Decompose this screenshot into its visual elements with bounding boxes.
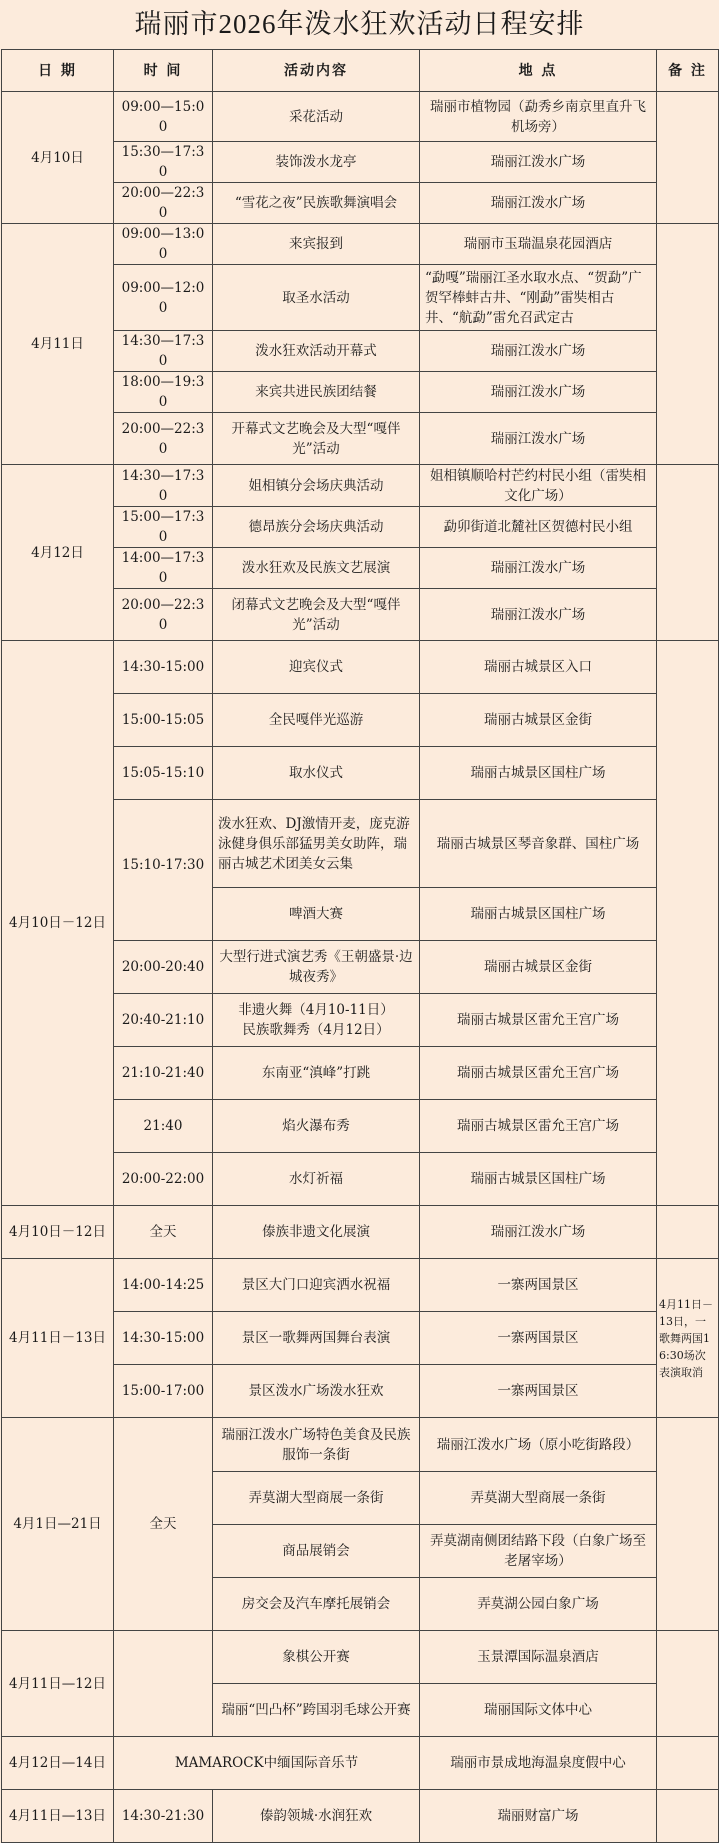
table-row xyxy=(2,641,719,694)
table-row xyxy=(2,1259,719,1312)
location-cell: 瑞丽江泼水广场 xyxy=(420,331,657,372)
time-cell: 09:00—12:00 xyxy=(114,265,213,331)
header-location: 地 点 xyxy=(420,50,657,92)
date-cell: 4月10日－12日 xyxy=(2,1206,114,1259)
date-cell: 4月12日 xyxy=(2,465,114,641)
date-cell: 4月10日－12日 xyxy=(2,641,114,1206)
time-cell: 09:00—15:00 xyxy=(114,92,213,142)
table-row xyxy=(2,1631,719,1684)
time-cell: 14:30-15:00 xyxy=(114,1312,213,1365)
location-cell: 一寨两国景区 xyxy=(420,1365,657,1418)
content-cell: 瑞丽“凹凸杯”跨国羽毛球公开赛 xyxy=(213,1684,420,1737)
time-cell: 14:00—17:30 xyxy=(114,548,213,589)
content-cell: 象棋公开赛 xyxy=(213,1631,420,1684)
time-cell: 20:00—22:30 xyxy=(114,589,213,641)
table-row xyxy=(2,1206,719,1259)
time-cell: 14:00-14:25 xyxy=(114,1259,213,1312)
location-cell: 瑞丽国际文体中心 xyxy=(420,1684,657,1737)
time-cell: 18:00—19:30 xyxy=(114,372,213,413)
header-date: 日 期 xyxy=(2,50,114,92)
note-cell xyxy=(657,1790,719,1843)
content-cell: 商品展销会 xyxy=(213,1525,420,1578)
time-cell: 14:30-15:00 xyxy=(114,641,213,694)
date-cell: 4月11日—13日 xyxy=(2,1790,114,1843)
content-cell: 傣韵领城·水润狂欢 xyxy=(213,1790,420,1843)
time-cell: 15:00-15:05 xyxy=(114,694,213,747)
location-cell: 一寨两国景区 xyxy=(420,1259,657,1312)
header-row xyxy=(2,50,719,92)
location-cell: 玉景潭国际温泉酒店 xyxy=(420,1631,657,1684)
content-cell: 景区一歌舞两国舞台表演 xyxy=(213,1312,420,1365)
content-cell: 来宾共进民族团结餐 xyxy=(213,372,420,413)
location-cell: 瑞丽江泼水广场 xyxy=(420,372,657,413)
content-cell: 弄莫湖大型商展一条街 xyxy=(213,1472,420,1525)
location-cell: 瑞丽古城景区国柱广场 xyxy=(420,747,657,800)
date-cell: 4月11日 xyxy=(2,224,114,465)
content-cell: 取水仪式 xyxy=(213,747,420,800)
content-cell: 水灯祈福 xyxy=(213,1153,420,1206)
table-row xyxy=(2,224,719,265)
location-cell: 瑞丽江泼水广场 xyxy=(420,589,657,641)
note-cell: 4月11日－13日，一歌舞两国16:30场次表演取消 xyxy=(657,1259,719,1418)
content-cell: 啤酒大赛 xyxy=(213,888,420,941)
schedule-table xyxy=(1,49,719,1843)
content-cell: MAMAROCK中缅国际音乐节 xyxy=(114,1737,420,1790)
time-cell: 20:00-22:00 xyxy=(114,1153,213,1206)
location-cell: 一寨两国景区 xyxy=(420,1312,657,1365)
content-cell: 开幕式文艺晚会及大型“嘎伴光”活动 xyxy=(213,413,420,465)
content-cell: 傣族非遗文化展演 xyxy=(213,1206,420,1259)
note-cell xyxy=(657,1418,719,1631)
content-cell: 闭幕式文艺晚会及大型“嘎伴光”活动 xyxy=(213,589,420,641)
location-cell: 瑞丽古城景区金街 xyxy=(420,941,657,994)
time-cell: 15:00—17:30 xyxy=(114,507,213,548)
content-cell: 迎宾仪式 xyxy=(213,641,420,694)
time-cell: 全天 xyxy=(114,1418,213,1631)
time-cell: 15:00-17:00 xyxy=(114,1365,213,1418)
location-cell: 弄莫湖大型商展一条街 xyxy=(420,1472,657,1525)
header-time: 时 间 xyxy=(114,50,213,92)
date-cell: 4月10日 xyxy=(2,92,114,224)
content-cell: 大型行进式演艺秀《王朝盛景·边城夜秀》 xyxy=(213,941,420,994)
note-cell xyxy=(657,1631,719,1737)
content-cell: 取圣水活动 xyxy=(213,265,420,331)
location-cell: 瑞丽江泼水广场 xyxy=(420,183,657,224)
location-cell: 瑞丽古城景区入口 xyxy=(420,641,657,694)
content-cell: 焰火瀑布秀 xyxy=(213,1100,420,1153)
note-cell xyxy=(657,1737,719,1790)
location-cell: 瑞丽财富广场 xyxy=(420,1790,657,1843)
table-row xyxy=(2,465,719,507)
location-cell: 瑞丽古城景区国柱广场 xyxy=(420,1153,657,1206)
header-note: 备 注 xyxy=(657,50,719,92)
location-cell: 瑞丽江泼水广场 xyxy=(420,413,657,465)
content-cell: 德昂族分会场庆典活动 xyxy=(213,507,420,548)
time-cell: 15:05-15:10 xyxy=(114,747,213,800)
note-cell xyxy=(657,641,719,1206)
content-cell: 泼水狂欢活动开幕式 xyxy=(213,331,420,372)
content-line: 非遗火舞（4月10-11日） xyxy=(238,1002,394,1018)
location-cell: 瑞丽古城景区雷允王宫广场 xyxy=(420,994,657,1047)
content-cell: 全民嘎伴光巡游 xyxy=(213,694,420,747)
content-cell: 瑞丽江泼水广场特色美食及民族服饰一条街 xyxy=(213,1418,420,1472)
location-cell: 瑞丽江泼水广场 xyxy=(420,142,657,183)
content-cell: 来宾报到 xyxy=(213,224,420,265)
content-cell: 泼水狂欢及民族文艺展演 xyxy=(213,548,420,589)
date-cell: 4月12日—14日 xyxy=(2,1737,114,1790)
time-cell xyxy=(114,1631,213,1737)
location-cell: “勐嘎”瑞丽江圣水取水点、“贺勐”广贺罕棒蚌古井、“刚勐”雷奘相古井、“航勐”雷允召武定古 xyxy=(420,265,657,331)
time-cell: 09:00—13:00 xyxy=(114,224,213,265)
time-cell: 21:40 xyxy=(114,1100,213,1153)
date-cell: 4月11日—12日 xyxy=(2,1631,114,1737)
note-cell xyxy=(657,92,719,224)
note-cell xyxy=(657,224,719,465)
time-cell: 14:30—17:30 xyxy=(114,465,213,507)
table-row xyxy=(2,92,719,142)
location-cell: 瑞丽古城景区金街 xyxy=(420,694,657,747)
content-cell: 东南亚“滇峰”打跳 xyxy=(213,1047,420,1100)
time-cell: 全天 xyxy=(114,1206,213,1259)
location-cell: 瑞丽古城景区琴音象群、国柱广场 xyxy=(420,800,657,888)
location-cell: 瑞丽市景成地海温泉度假中心 xyxy=(420,1737,657,1790)
location-cell: 瑞丽江泼水广场 xyxy=(420,548,657,589)
content-cell: 姐相镇分会场庆典活动 xyxy=(213,465,420,507)
location-cell: 弄莫湖南侧团结路下段（白象广场至老屠宰场） xyxy=(420,1525,657,1578)
location-cell: 瑞丽市植物园（勐秀乡南京里直升飞机场旁） xyxy=(420,92,657,142)
table-row xyxy=(2,1790,719,1843)
time-cell: 20:00—22:30 xyxy=(114,413,213,465)
content-line: 民族歌舞秀（4月12日） xyxy=(242,1022,390,1038)
note-cell xyxy=(657,465,719,641)
page-title: 瑞丽市2026年泼水狂欢活动日程安排 xyxy=(134,9,585,39)
content-cell: 装饰泼水龙亭 xyxy=(213,142,420,183)
time-cell: 15:30—17:30 xyxy=(114,142,213,183)
location-cell: 瑞丽江泼水广场 xyxy=(420,1206,657,1259)
table-row xyxy=(2,1737,719,1790)
content-cell: 景区泼水广场泼水狂欢 xyxy=(213,1365,420,1418)
location-cell: 瑞丽古城景区雷允王宫广场 xyxy=(420,1100,657,1153)
table-row xyxy=(2,1418,719,1472)
time-cell: 15:10-17:30 xyxy=(114,800,213,941)
time-cell: 20:00-20:40 xyxy=(114,941,213,994)
date-cell: 4月1日—21日 xyxy=(2,1418,114,1631)
time-cell: 14:30—17:30 xyxy=(114,331,213,372)
time-cell: 14:30-21:30 xyxy=(114,1790,213,1843)
date-cell: 4月11日－13日 xyxy=(2,1259,114,1418)
content-cell: 房交会及汽车摩托展销会 xyxy=(213,1578,420,1631)
content-cell: 采花活动 xyxy=(213,92,420,142)
location-cell: 瑞丽古城景区国柱广场 xyxy=(420,888,657,941)
time-cell: 20:40-21:10 xyxy=(114,994,213,1047)
time-cell: 21:10-21:40 xyxy=(114,1047,213,1100)
location-cell: 勐卯街道北麓社区贺德村民小组 xyxy=(420,507,657,548)
location-cell: 瑞丽古城景区雷允王宫广场 xyxy=(420,1047,657,1100)
time-cell: 20:00—22:30 xyxy=(114,183,213,224)
content-cell xyxy=(213,994,420,1047)
content-cell: 景区大门口迎宾洒水祝福 xyxy=(213,1259,420,1312)
note-cell xyxy=(657,1206,719,1259)
location-cell: 瑞丽江泼水广场（原小吃街路段） xyxy=(420,1418,657,1472)
content-cell: “雪花之夜”民族歌舞演唱会 xyxy=(213,183,420,224)
location-cell: 瑞丽市玉瑞温泉花园酒店 xyxy=(420,224,657,265)
location-cell: 姐相镇顺哈村芒约村民小组（雷奘相文化广场） xyxy=(420,465,657,507)
content-cell: 泼水狂欢、DJ激情开麦，庞克游泳健身俱乐部猛男美女助阵，瑞丽古城艺术团美女云集 xyxy=(213,800,420,888)
location-cell: 弄莫湖公园白象广场 xyxy=(420,1578,657,1631)
header-content: 活动内容 xyxy=(213,50,420,92)
